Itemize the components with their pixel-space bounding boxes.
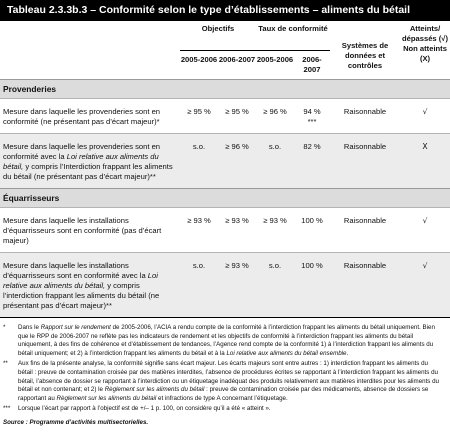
cell-systemes: Raisonnable: [330, 99, 400, 134]
cell-systemes: Raisonnable: [330, 253, 400, 318]
footnote-text: Lorsque l’écart par rapport à l’objectif est de +/– 1 p. 100, on considère qu’il a été « atteint ».: [18, 405, 271, 413]
cell-status: √: [400, 208, 450, 253]
cell-taux-2006: 100 %: [294, 253, 330, 318]
row-description: Mesure dans laquelle les provenderies sont en conformité (ne présentant pas d’écart majeur)*: [0, 99, 180, 134]
header-taux-conformite: Taux de conformité: [258, 24, 328, 33]
header-year: 2006-2007: [218, 51, 256, 80]
header-year: 2006-2007: [294, 51, 330, 80]
note-mark: ***: [307, 117, 317, 126]
section-title: Équarrisseurs: [0, 189, 450, 208]
header-year: 2005-2006: [256, 51, 294, 80]
source-line: [0, 416, 450, 426]
cell-status: √: [400, 253, 450, 318]
cell-systemes: Raisonnable: [330, 208, 400, 253]
table-row: [0, 253, 450, 318]
footnotes: [0, 318, 450, 414]
footnote: [3, 360, 444, 403]
footnote: [3, 405, 444, 414]
cell-objectif-2006: ≥ 96 %: [218, 134, 256, 189]
table-row: [0, 99, 450, 134]
footnote-mark: *: [3, 324, 6, 331]
footnote-text: Aux fins de la présente analyse, la conformité signifie sans écart majeur. Les écarts majeurs sont entre autres : 1) interdiction frappant les aliments du bétail : preuve de contamination croisée par des matières interdites, l’absence de procédures écrites se rapportant à l’interdiction frappant les aliments du bétail, l’absence de dossier se rapportant à l’interdiction ou un étiquetage inadéquat des produits relativement aux matières interdites pour les aliments du bétail et non contenant; et 2) le Règlement sur les aliments du bétail : preuve de contamination croisée par des médicaments, absence de dossiers se rapportant au Règlement sur les aliments du bétail et infractions de type A concernant l’étiquetage.: [18, 360, 440, 402]
header-systemes: Systèmes de données et contrôles: [341, 41, 389, 70]
footnote-mark: ***: [3, 405, 11, 413]
header-blank: [0, 21, 180, 80]
cell-systemes: Raisonnable: [330, 134, 400, 189]
cell-taux-2006: 100 %: [294, 208, 330, 253]
cell-objectif-2005: ≥ 93 %: [180, 208, 218, 253]
cell-taux-2006: 82 %: [294, 134, 330, 189]
cell-taux-2005: s.o.: [256, 134, 294, 189]
cell-taux-2005: s.o.: [256, 253, 294, 318]
cell-objectif-2006: ≥ 95 %: [218, 99, 256, 134]
table-row: [0, 208, 450, 253]
cell-objectif-2006: ≥ 93 %: [218, 253, 256, 318]
header-atteints: Atteints/ dépassés (√) Non atteints (X): [402, 24, 448, 63]
cell-objectif-2005: ≥ 95 %: [180, 99, 218, 134]
row-description: Mesure dans laquelle les provenderies sont en conformité avec la Loi relative aux aliments du bétail, y compris l’Interdiction frappant les aliments du bétail (ne présentant pas d’écart majeur)**: [0, 134, 180, 189]
cell-taux-2006: 94 % ***: [294, 99, 330, 134]
cell-objectif-2006: ≥ 93 %: [218, 208, 256, 253]
cell-objectif-2005: s.o.: [180, 253, 218, 318]
row-description: Mesure dans laquelle les installations d’équarrisseurs sont en conformité (pas d’écart majeur): [0, 208, 180, 253]
footnote-mark: **: [3, 360, 8, 368]
compliance-table: [0, 21, 450, 318]
cell-status: √: [400, 99, 450, 134]
header-objectifs: Objectifs: [201, 24, 235, 33]
table-row: [0, 134, 450, 189]
cell-taux-2005: ≥ 96 %: [256, 99, 294, 134]
footnote-text: Dans le Rapport sur le rendement de 2005-2006, l’ACIA a rendu compte de la conformité à l’interdiction frappant les aliments du bétail uniquement. Bien que le RPP de 2006-2007 ne reflète pas les indicateurs de rendement et les objectifs de conformité à l’interdiction frappant les aliments du bétail uniquement, à des fins de cohérence et d’établissement de tendances, l’Agence rend compte de la conformité 1) à l’interdiction frappant les aliments du bétail uniquement; et 2) à l’interdiction frappant les aliments du bétail et à la Loi relative aux aliments du bétail ensemble.: [18, 324, 435, 357]
cell-taux-2005: ≥ 93 %: [256, 208, 294, 253]
header-row-groups: [0, 21, 450, 51]
source-label: Source :: [3, 418, 30, 426]
section-header-equarrisseurs: [0, 189, 450, 208]
source-text: Programme d’activités multisectorielles.: [29, 418, 149, 426]
table-title: Tableau 2.3.3b.3 – Conformité selon le type d’établissements – aliments du bétail: [0, 0, 450, 21]
row-description: Mesure dans laquelle les installations d’équarrisseurs sont en conformité avec la Loi relative aux aliments du bétail, y compris l’interdiction frappant les aliments du bétail (ne présentant pas d’écart majeur)**: [0, 253, 180, 318]
section-title: Provenderies: [0, 80, 450, 99]
header-year: 2005-2006: [180, 51, 218, 80]
footnote: [3, 324, 444, 358]
cell-objectif-2005: s.o.: [180, 134, 218, 189]
cell-status: X: [400, 134, 450, 189]
section-header-provenderies: [0, 80, 450, 99]
